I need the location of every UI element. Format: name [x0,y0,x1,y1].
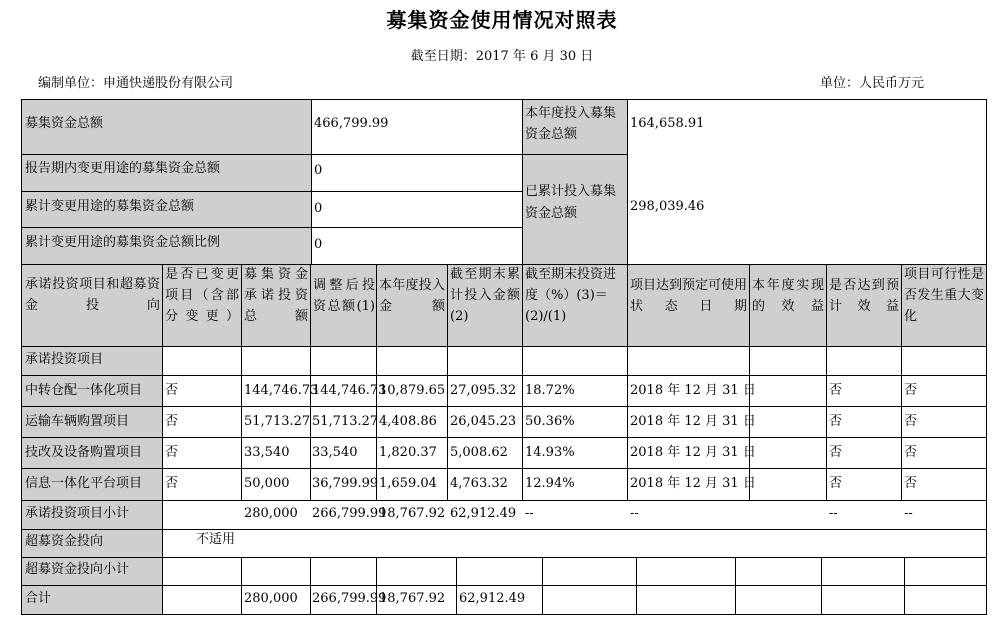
project-feasibility: 否 [904,383,918,398]
col-header-feasibility: 项目可行性是否发生重大变化 [904,267,984,324]
subtotal-cum-invest: 62,912.49 [450,506,517,521]
cum-invest-value: 298,039.46 [630,199,705,214]
total-adjusted: 266,799.99 [312,591,387,606]
project-achieved: 否 [829,476,843,491]
over-raised-subtotal-label: 超募资金投向小计 [25,562,130,577]
col-header-committed: 募集资金承诺投资总额 [244,267,308,324]
total-year-invest: 18,767.92 [379,591,446,606]
project-name: 技改及设备购置项目 [25,445,143,460]
project-adjusted: 144,746.73 [312,383,387,398]
project-cum-invest: 26,045.23 [450,414,517,429]
changed-period-value: 0 [314,163,323,178]
project-year-invest: 10,879.65 [379,383,446,398]
compiler-unit: 编制单位：申通快递股份有限公司 [38,76,234,91]
changed-cum-value: 0 [314,201,323,216]
subtotal-label: 承诺投资项目小计 [25,506,130,521]
project-achieved: 否 [829,383,843,398]
project-progress: 18.72% [525,383,575,398]
col-header-changed: 是否已变更项目（含部分变更） [165,267,239,324]
project-changed: 否 [165,476,179,491]
cum-invest-label: 已累计投入募集资金总额 [525,184,617,221]
project-feasibility: 否 [904,476,918,491]
report-title: 募集资金使用情况对照表 [386,8,618,32]
changed-ratio-value: 0 [314,237,323,252]
over-raised-label: 超募资金投向 [25,534,104,549]
subtotal-achieved: -- [829,506,838,521]
col-header-year-invest: 本年度投入金额 [379,278,445,314]
project-achieved: 否 [829,445,843,460]
col-header-benefit: 本年度实现的效益 [752,278,824,314]
currency-unit: 单位：人民币万元 [819,76,924,91]
total-label: 合计 [25,591,52,606]
project-cum-invest: 27,095.32 [450,383,517,398]
project-committed: 144,746.73 [244,383,319,398]
project-year-invest: 4,408.86 [379,414,437,429]
col-header-project: 承诺投资项目和超募资金投向 [25,277,160,313]
subtotal-feasibility: -- [904,506,913,521]
year-invest-label: 本年度投入募集资金总额 [525,106,617,142]
fund-usage-table [21,99,987,615]
project-progress: 14.93% [525,445,575,460]
subtotal-adjusted: 266,799.99 [312,506,387,521]
report-date: 截至日期：2017 年 6 月 30 日 [410,49,594,64]
changed-cum-label: 累计变更用途的募集资金总额 [25,199,195,214]
project-year-invest: 1,659.04 [379,476,437,491]
year-invest-value: 164,658.91 [630,116,705,131]
project-achieved: 否 [829,414,843,429]
project-committed: 33,540 [244,445,290,460]
project-ready-date: 2018 年 12 月 31 日 [630,476,756,491]
subtotal-progress: -- [525,506,534,521]
project-adjusted: 33,540 [312,445,358,460]
project-changed: 否 [165,445,179,460]
subtotal-committed: 280,000 [244,506,298,521]
project-name: 中转仓配一体化项目 [25,383,143,398]
project-committed: 50,000 [244,476,290,491]
project-cum-invest: 4,763.32 [450,476,508,491]
project-progress: 50.36% [525,414,575,429]
project-ready-date: 2018 年 12 月 31 日 [630,445,756,460]
col-header-cum-invest: 截至期末累计投入金额(2) [450,267,520,324]
project-changed: 否 [165,383,179,398]
section-committed-label: 承诺投资项目 [25,352,104,367]
project-changed: 否 [165,414,179,429]
col-header-adjusted: 调整后投资总额(1) [313,278,375,314]
project-year-invest: 1,820.37 [379,445,437,460]
project-ready-date: 2018 年 12 月 31 日 [630,414,756,429]
project-committed: 51,713.27 [244,414,311,429]
col-header-progress: 截至期末投资进度（%）(3)＝(2)/(1) [525,267,617,324]
changed-period-label: 报告期内变更用途的募集资金总额 [25,161,221,176]
total-fund-label: 募集资金总额 [25,116,104,131]
subtotal-ready-date: -- [630,506,639,521]
col-header-achieved: 是否达到预计效益 [829,278,899,314]
changed-ratio-label: 累计变更用途的募集资金总额比例 [25,235,221,250]
subtotal-year-invest: 18,767.92 [379,506,446,521]
total-cum-invest: 62,912.49 [459,591,526,606]
total-committed: 280,000 [244,591,298,606]
project-adjusted: 51,713.27 [312,414,379,429]
project-cum-invest: 5,008.62 [450,445,508,460]
total-fund-value: 466,799.99 [314,116,389,131]
col-header-ready-date: 项目达到预定可使用状态日期 [630,278,748,314]
project-adjusted: 36,799.99 [312,476,379,491]
project-feasibility: 否 [904,445,918,460]
over-raised-value: 不适用 [196,532,236,547]
project-name: 运输车辆购置项目 [25,414,130,429]
project-ready-date: 2018 年 12 月 31 日 [630,383,756,398]
project-name: 信息一体化平台项目 [25,476,143,491]
project-feasibility: 否 [904,414,918,429]
project-progress: 12.94% [525,476,575,491]
